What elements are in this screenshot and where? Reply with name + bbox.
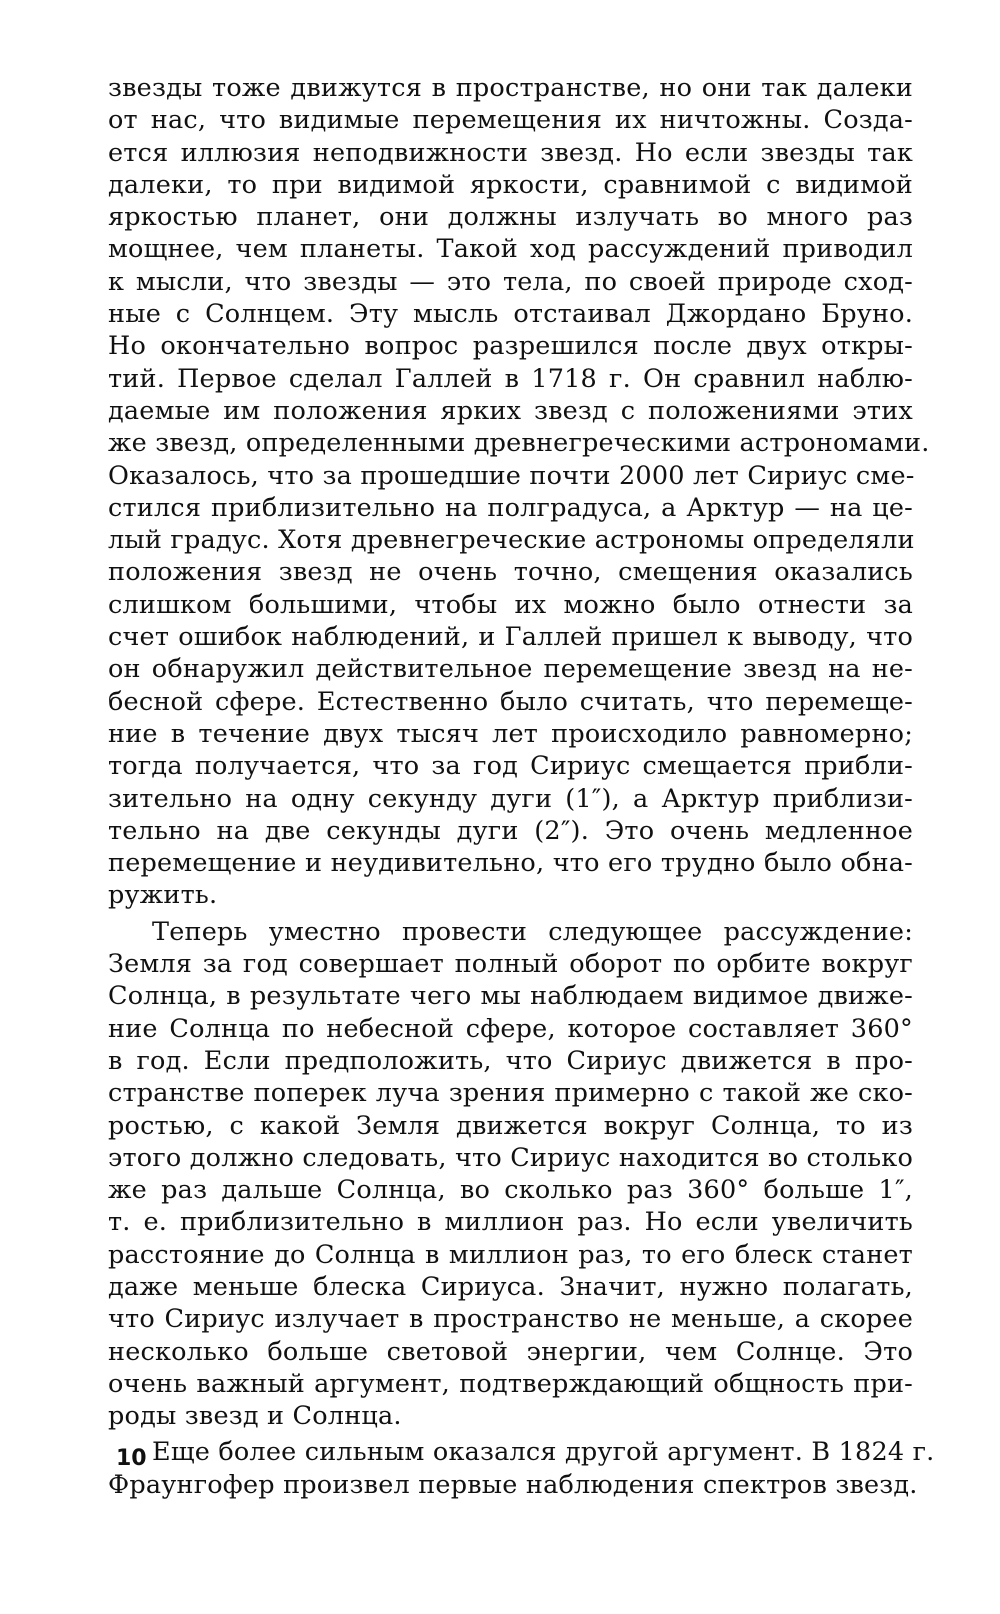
- text-line: Но окончательно вопрос разрешился после двух откры-: [108, 331, 913, 362]
- paragraph: [108, 72, 930, 912]
- text-line: перемещение и неудивительно, что его трудно было обна-: [108, 848, 913, 879]
- text-line: этого должно следовать, что Сириус находится во столько: [108, 1142, 913, 1173]
- paragraph: [108, 916, 913, 1433]
- text-line: Фраунгофер произвел первые наблюдения спектров звезд.: [108, 1469, 918, 1500]
- text-line: положения звезд не очень точно, смещения оказались: [108, 557, 913, 588]
- text-line: зительно на одну секунду дуги (1″), а Арктур приблизи-: [108, 783, 913, 814]
- text-line: же звезд, определенными древнегреческими астрономами.: [108, 428, 930, 459]
- text-line: тогда получается, что за год Сириус смещается прибли-: [108, 751, 913, 782]
- text-line: в год. Если предположить, что Сириус движется в про-: [108, 1045, 913, 1076]
- text-line: т. е. приблизительно в миллион раз. Но если увеличить: [108, 1207, 913, 1238]
- text-line: ние в течение двух тысяч лет происходило равномерно;: [108, 718, 913, 749]
- text-line: ется иллюзия неподвижности звезд. Но если звезды так: [108, 137, 913, 168]
- text-line: Земля за год совершает полный оборот по орбите вокруг: [108, 949, 913, 980]
- text-line: даемые им положения ярких звезд с положениями этих: [108, 395, 913, 426]
- text-line: звезды тоже движутся в пространстве, но они так далеки: [108, 73, 913, 103]
- text-line: расстояние до Солнца в миллион раз, то его блеск станет: [108, 1239, 913, 1270]
- text-line: тельно на две секунды дуги (2″). Это очень медленное: [108, 815, 913, 846]
- text-line: ростью, с какой Земля движется вокруг Солнца, то из: [108, 1110, 913, 1141]
- text-line: несколько больше световой энергии, чем Солнце. Это: [108, 1336, 913, 1367]
- text-line: он обнаружил действительное перемещение звезд на не-: [108, 654, 913, 685]
- text-line: яркостью планет, они должны излучать во много раз: [108, 202, 913, 233]
- text-line: Оказалось, что за прошедшие почти 2000 лет Сириус сме-: [108, 460, 915, 491]
- paragraph: [108, 1436, 935, 1501]
- text-line: бесной сфере. Естественно было считать, что перемеще-: [108, 686, 913, 717]
- text-line: странстве поперек луча зрения примерно с такой же ско-: [108, 1078, 913, 1109]
- text-line: от нас, что видимые перемещения их ничтожны. Созда-: [108, 105, 913, 136]
- text-line: к мысли, что звезды — это тела, по своей природе сход-: [108, 266, 913, 297]
- text-line: роды звезд и Солнца.: [108, 1401, 402, 1432]
- page-number: 10: [116, 1446, 147, 1471]
- text-line: слишком большими, чтобы их можно было отнести за: [108, 589, 913, 620]
- text-line: лый градус. Хотя древнегреческие астрономы определяли: [108, 525, 915, 556]
- text-line: что Сириус излучает в пространство не меньше, а скорее: [108, 1304, 913, 1335]
- text-line: Теперь уместно провести следующее рассуждение:: [152, 916, 913, 947]
- text-line: стился приблизительно на полградуса, а Арктур — на це-: [108, 492, 913, 523]
- page-body: [108, 72, 935, 1501]
- text-line: тий. Первое сделал Галлей в 1718 г. Он сравнил наблю-: [108, 363, 913, 394]
- text-line: ние Солнца по небесной сфере, которое составляет 360°: [108, 1013, 913, 1044]
- text-line: счет ошибок наблюдений, и Галлей пришел к выводу, что: [108, 622, 913, 653]
- text-line: ные с Солнцем. Эту мысль отстаивал Джордано Бруно.: [108, 299, 913, 330]
- text-line: ружить.: [108, 880, 218, 911]
- text-line: Солнца, в результате чего мы наблюдаем видимое движе-: [108, 981, 913, 1012]
- text-line: же раз дальше Солнца, во сколько раз 360° больше 1″,: [108, 1175, 913, 1206]
- text-line: очень важный аргумент, подтверждающий общность при-: [108, 1368, 913, 1399]
- text-line: мощнее, чем планеты. Такой ход рассуждений приводил: [108, 234, 913, 265]
- text-line: Еще более сильным оказался другой аргумент. В 1824 г.: [152, 1437, 935, 1468]
- text-line: далеки, то при видимой яркости, сравнимой с видимой: [108, 169, 913, 200]
- text-line: даже меньше блеска Сириуса. Значит, нужно полагать,: [108, 1271, 913, 1302]
